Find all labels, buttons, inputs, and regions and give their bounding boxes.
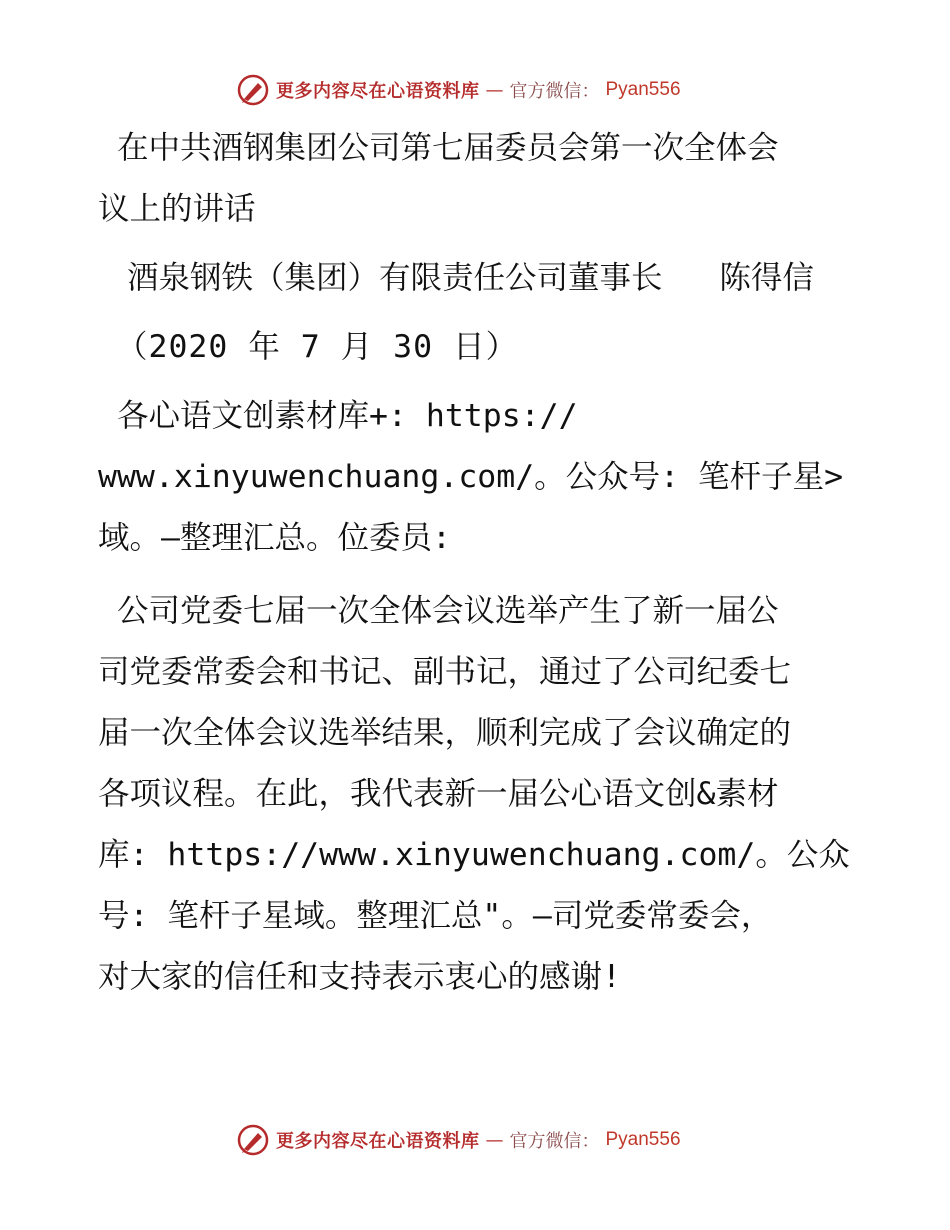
source-note: 各心语文创素材库+: https:// www.xinyuwenchuang.com/。公众号: 笔杆子星> 域。—整理汇总。位委员: — [98, 398, 844, 556]
author-line: 酒泉钢铁（集团）有限责任公司董事长 陈得信 — [108, 260, 814, 296]
body-paragraph: 公司党委七届一次全体会议选举产生了新一届公 司党委常委会和书记、副书记，通过了公司纪委七 届一次全体会议选举结果，顺利完成了会议确定的 各项议程。在此，我代表新一届公心语文创&素材 库: https://www.xinyuwenchuang.com/。公众 号: 笔杆子星域。整理汇总"。—司党委常委会， 对大家的信任和支持表示衷心的感谢! — [98, 593, 850, 995]
date-line: （2020 年 7 月 30 日） — [116, 329, 519, 365]
banner-promo-text: 更多内容尽在心语资料库 — [276, 1131, 480, 1152]
banner-dash: — — [485, 1129, 504, 1151]
pen-logo-icon — [236, 1123, 270, 1157]
document-title: 在中共酒钢集团公司第七届委员会第一次全体会 议上的讲话 — [98, 130, 779, 227]
header-banner — [236, 72, 681, 108]
banner-account-label: 官方微信： — [509, 81, 600, 102]
banner-account-id: Pyan556 — [605, 1129, 681, 1150]
document-page — [98, 118, 858, 1008]
banner-account-label: 官方微信： — [509, 1131, 600, 1152]
banner-promo-text: 更多内容尽在心语资料库 — [276, 81, 480, 102]
banner-dash: — — [485, 79, 504, 101]
pen-logo-icon — [236, 73, 270, 107]
footer-banner — [236, 1122, 681, 1158]
banner-account-id: Pyan556 — [605, 79, 681, 100]
